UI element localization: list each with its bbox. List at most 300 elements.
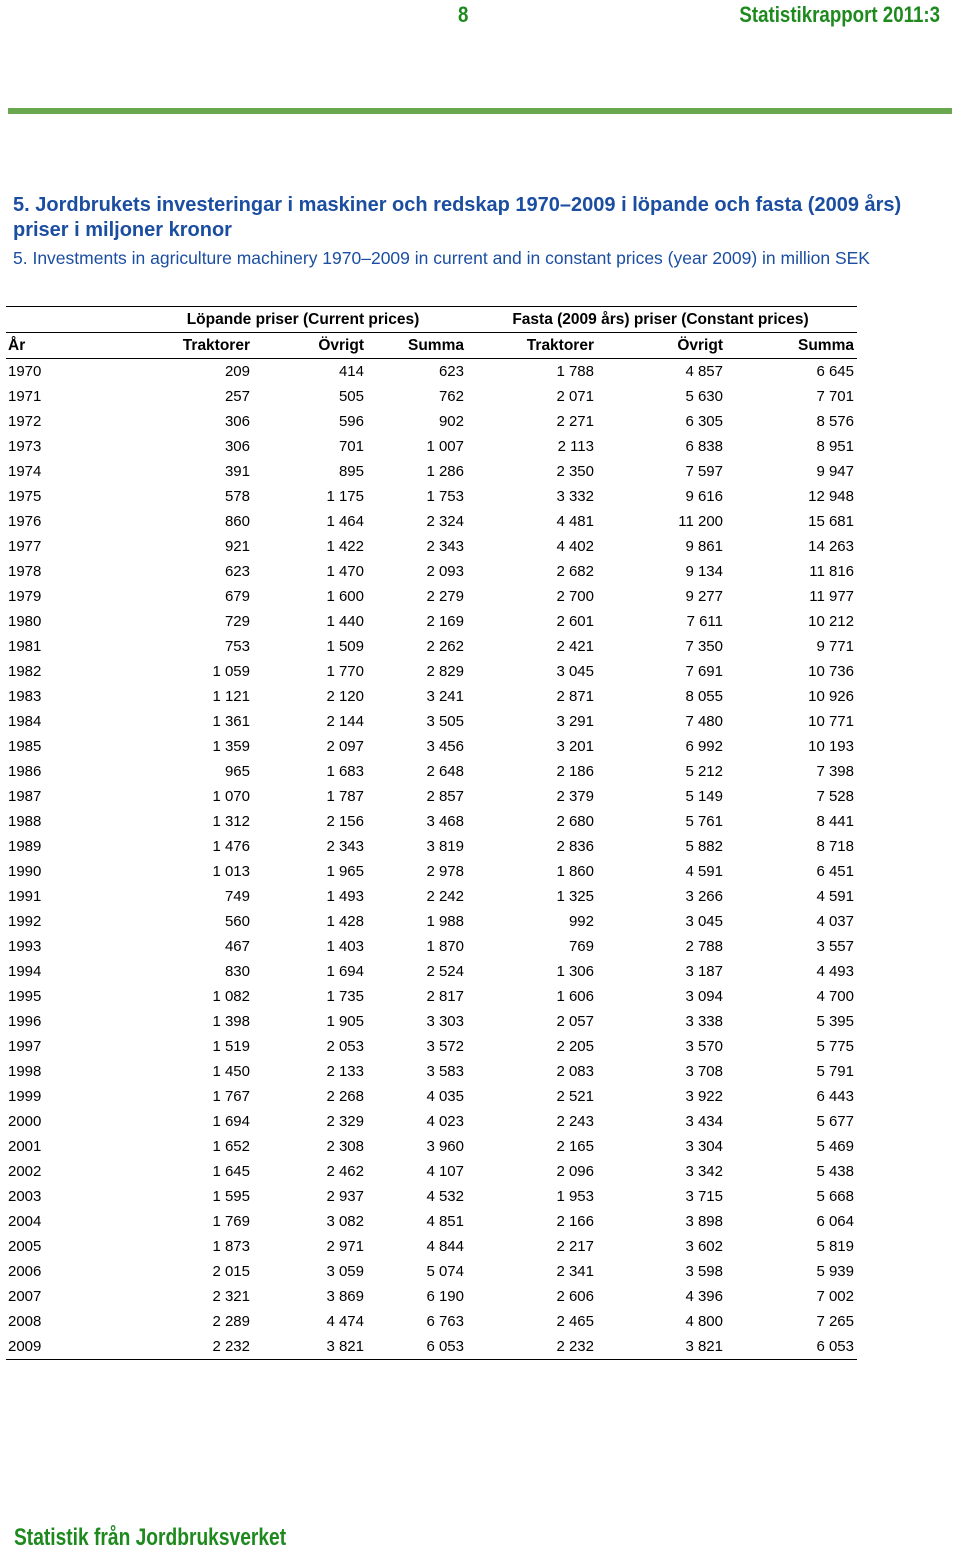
value-cell: 8 576	[816, 413, 854, 430]
value-cell: 3 304	[685, 1138, 723, 1155]
value-cell: 1 606	[556, 988, 594, 1005]
table-title-english: 5. Investments in agriculture machinery 1970–2009 in current and in constant prices (year 2009) in million SEK	[13, 248, 870, 268]
value-cell: 2 321	[212, 1288, 250, 1305]
value-cell: 3 468	[426, 813, 464, 830]
value-cell: 762	[438, 388, 464, 405]
value-cell: 2 271	[556, 413, 594, 430]
value-cell: 6 645	[816, 363, 854, 380]
table-row	[6, 1209, 857, 1234]
year-cell: 1976	[8, 513, 42, 530]
column-header-other-constant: Övrigt	[597, 333, 726, 359]
group-header-current-prices: Löpande priser (Current prices)	[142, 307, 467, 333]
value-cell: 1 422	[326, 538, 364, 555]
year-cell: 1992	[8, 913, 42, 930]
value-cell: 3 583	[426, 1063, 464, 1080]
value-cell: 2 350	[556, 463, 594, 480]
value-cell: 257	[224, 388, 250, 405]
value-cell: 11 200	[678, 513, 723, 530]
value-cell: 3 960	[426, 1138, 464, 1155]
value-cell: 1 645	[212, 1163, 250, 1180]
value-cell: 7 002	[816, 1288, 854, 1305]
year-cell: 1974	[8, 463, 42, 480]
year-cell: 2002	[8, 1163, 42, 1180]
value-cell: 8 718	[816, 838, 854, 855]
value-cell: 3 342	[685, 1163, 723, 1180]
table-row	[6, 709, 857, 734]
year-cell: 1995	[8, 988, 42, 1005]
value-cell: 1 082	[212, 988, 250, 1005]
value-cell: 2 053	[326, 1038, 364, 1055]
value-cell: 414	[338, 363, 364, 380]
value-cell: 6 053	[367, 1334, 467, 1360]
value-cell: 10 736	[808, 663, 854, 680]
table-row	[6, 1309, 857, 1334]
value-cell: 9 771	[816, 638, 854, 655]
value-cell: 1 753	[426, 488, 464, 505]
table-row	[6, 1109, 857, 1134]
value-cell: 860	[224, 513, 250, 530]
value-cell: 2 836	[556, 838, 594, 855]
table-row	[6, 434, 857, 459]
value-cell: 11 816	[809, 563, 854, 580]
column-header-year: År	[6, 333, 142, 359]
value-cell: 769	[568, 938, 594, 955]
value-cell: 965	[224, 763, 250, 780]
value-cell: 6 053	[726, 1334, 857, 1360]
value-cell: 623	[224, 563, 250, 580]
value-cell: 3 045	[556, 663, 594, 680]
value-cell: 3 922	[685, 1088, 723, 1105]
value-cell: 578	[224, 488, 250, 505]
year-cell: 1978	[8, 563, 42, 580]
value-cell: 2 308	[326, 1138, 364, 1155]
value-cell: 2 524	[426, 963, 464, 980]
year-cell: 1975	[8, 488, 42, 505]
value-cell: 1 013	[212, 863, 250, 880]
table-row	[6, 934, 857, 959]
value-cell: 2 682	[556, 563, 594, 580]
value-cell: 1 905	[326, 1013, 364, 1030]
value-cell: 3 303	[426, 1013, 464, 1030]
value-cell: 12 948	[808, 488, 854, 505]
value-cell: 3 045	[685, 913, 723, 930]
value-cell: 4 023	[426, 1113, 464, 1130]
value-cell: 3 602	[685, 1238, 723, 1255]
value-cell: 2 421	[556, 638, 594, 655]
value-cell: 2 343	[326, 838, 364, 855]
table-row	[6, 1184, 857, 1209]
value-cell: 3 094	[685, 988, 723, 1005]
value-cell: 3 598	[685, 1263, 723, 1280]
value-cell: 2 262	[426, 638, 464, 655]
value-cell: 2 341	[556, 1263, 594, 1280]
year-cell: 1971	[8, 388, 42, 405]
value-cell: 5 791	[816, 1063, 854, 1080]
value-cell: 3 456	[426, 738, 464, 755]
value-cell: 1 121	[212, 688, 250, 705]
value-cell: 2 144	[326, 713, 364, 730]
value-cell: 2 071	[556, 388, 594, 405]
value-cell: 2 186	[556, 763, 594, 780]
value-cell: 5 074	[426, 1263, 464, 1280]
value-cell: 1 175	[326, 488, 364, 505]
value-cell: 3 082	[326, 1213, 364, 1230]
value-cell: 7 528	[816, 788, 854, 805]
table-row	[6, 1034, 857, 1059]
value-cell: 2 217	[556, 1238, 594, 1255]
value-cell: 679	[224, 588, 250, 605]
value-cell: 3 201	[556, 738, 594, 755]
year-cell: 2001	[8, 1138, 42, 1155]
year-cell: 1994	[8, 963, 42, 980]
value-cell: 6 838	[685, 438, 723, 455]
value-cell: 1 464	[326, 513, 364, 530]
value-cell: 1 873	[212, 1238, 250, 1255]
value-cell: 4 851	[426, 1213, 464, 1230]
table-row	[6, 609, 857, 634]
column-header-tractors-constant: Traktorer	[467, 333, 597, 359]
value-cell: 2 971	[326, 1238, 364, 1255]
table-row	[6, 1284, 857, 1309]
table-row	[6, 884, 857, 909]
value-cell: 1 428	[326, 913, 364, 930]
value-cell: 1 476	[212, 838, 250, 855]
value-cell: 2 242	[426, 888, 464, 905]
value-cell: 1 359	[212, 738, 250, 755]
value-cell: 3 338	[685, 1013, 723, 1030]
year-cell: 1988	[8, 813, 42, 830]
value-cell: 2 465	[556, 1313, 594, 1330]
value-cell: 10 771	[808, 713, 854, 730]
value-cell: 3 715	[685, 1188, 723, 1205]
value-cell: 2 096	[556, 1163, 594, 1180]
value-cell: 2 232	[142, 1334, 253, 1360]
column-header-other-current: Övrigt	[253, 333, 367, 359]
value-cell: 5 668	[816, 1188, 854, 1205]
year-cell: 1982	[8, 663, 42, 680]
year-cell: 1999	[8, 1088, 42, 1105]
table-row	[6, 409, 857, 434]
value-cell: 11 977	[809, 588, 854, 605]
value-cell: 5 939	[816, 1263, 854, 1280]
value-cell: 306	[224, 438, 250, 455]
report-title: Statistikrapport 2011:3	[739, 2, 940, 27]
value-cell: 2 462	[326, 1163, 364, 1180]
value-cell: 2 329	[326, 1113, 364, 1130]
value-cell: 3 332	[556, 488, 594, 505]
value-cell: 753	[224, 638, 250, 655]
year-cell: 1989	[8, 838, 42, 855]
value-cell: 3 187	[685, 963, 723, 980]
year-cell: 1998	[8, 1063, 42, 1080]
value-cell: 1 769	[212, 1213, 250, 1230]
value-cell: 2 829	[426, 663, 464, 680]
value-cell: 1 600	[326, 588, 364, 605]
value-cell: 2 097	[326, 738, 364, 755]
value-cell: 2 857	[426, 788, 464, 805]
table-row	[6, 1059, 857, 1084]
table-row	[6, 1084, 857, 1109]
year-cell: 1996	[8, 1013, 42, 1030]
table-row	[6, 584, 857, 609]
year-cell: 1985	[8, 738, 42, 755]
table-title-swedish: 5. Jordbrukets investeringar i maskiner och redskap 1970–2009 i löpande och fasta (2009 års) priser i miljoner kronor	[13, 194, 902, 241]
value-cell: 4 396	[685, 1288, 723, 1305]
value-cell: 2 606	[556, 1288, 594, 1305]
year-cell: 1977	[8, 538, 42, 555]
value-cell: 1 652	[212, 1138, 250, 1155]
column-header-sum-current: Summa	[367, 333, 467, 359]
value-cell: 1 595	[212, 1188, 250, 1205]
value-cell: 5 630	[685, 388, 723, 405]
table-row	[6, 1159, 857, 1184]
value-cell: 1 509	[326, 638, 364, 655]
value-cell: 2 289	[212, 1313, 250, 1330]
value-cell: 2 133	[326, 1063, 364, 1080]
value-cell: 8 055	[685, 688, 723, 705]
value-cell: 8 441	[816, 813, 854, 830]
value-cell: 9 861	[685, 538, 723, 555]
value-cell: 1 735	[326, 988, 364, 1005]
value-cell: 2 083	[556, 1063, 594, 1080]
value-cell: 5 882	[685, 838, 723, 855]
value-cell: 4 037	[816, 913, 854, 930]
table-row	[6, 534, 857, 559]
value-cell: 5 469	[816, 1138, 854, 1155]
value-cell: 560	[224, 913, 250, 930]
value-cell: 902	[438, 413, 464, 430]
value-cell: 1 787	[326, 788, 364, 805]
value-cell: 1 398	[212, 1013, 250, 1030]
value-cell: 2 279	[426, 588, 464, 605]
value-cell: 4 532	[426, 1188, 464, 1205]
header-rule	[8, 108, 952, 114]
year-cell: 1972	[8, 413, 42, 430]
value-cell: 7 480	[685, 713, 723, 730]
value-cell: 3 572	[426, 1038, 464, 1055]
value-cell: 6 451	[816, 863, 854, 880]
value-cell: 6 443	[816, 1088, 854, 1105]
value-cell: 3 898	[685, 1213, 723, 1230]
column-header-row	[6, 333, 857, 359]
value-cell: 5 775	[816, 1038, 854, 1055]
value-cell: 10 212	[808, 613, 854, 630]
value-cell: 7 691	[685, 663, 723, 680]
value-cell: 6 064	[816, 1213, 854, 1230]
value-cell: 1 694	[212, 1113, 250, 1130]
table-row	[6, 359, 857, 385]
value-cell: 2 680	[556, 813, 594, 830]
table-row	[6, 1234, 857, 1259]
value-cell: 1 870	[426, 938, 464, 955]
value-cell: 3 821	[597, 1334, 726, 1360]
value-cell: 3 570	[685, 1038, 723, 1055]
value-cell: 7 350	[685, 638, 723, 655]
value-cell: 6 190	[426, 1288, 464, 1305]
value-cell: 2 243	[556, 1113, 594, 1130]
value-cell: 2 937	[326, 1188, 364, 1205]
value-cell: 505	[338, 388, 364, 405]
year-cell: 1973	[8, 438, 42, 455]
value-cell: 1 059	[212, 663, 250, 680]
value-cell: 2 015	[212, 1263, 250, 1280]
value-cell: 921	[224, 538, 250, 555]
value-cell: 596	[338, 413, 364, 430]
group-header-constant-prices: Fasta (2009 års) priser (Constant prices)	[467, 307, 857, 333]
year-cell: 1987	[8, 788, 42, 805]
value-cell: 992	[568, 913, 594, 930]
year-cell: 1970	[8, 363, 42, 380]
table-row	[6, 484, 857, 509]
value-cell: 3 266	[685, 888, 723, 905]
year-cell: 1980	[8, 613, 42, 630]
value-cell: 4 474	[326, 1313, 364, 1330]
value-cell: 5 819	[816, 1238, 854, 1255]
footer-text: Statistik från Jordbruksverket	[14, 1524, 287, 1551]
value-cell: 5 677	[816, 1113, 854, 1130]
value-cell: 10 926	[808, 688, 854, 705]
value-cell: 1 306	[556, 963, 594, 980]
value-cell: 2 232	[467, 1334, 597, 1360]
value-cell: 4 800	[685, 1313, 723, 1330]
year-cell: 2008	[8, 1313, 42, 1330]
value-cell: 1 519	[212, 1038, 250, 1055]
year-cell: 1984	[8, 713, 42, 730]
year-cell: 2004	[8, 1213, 42, 1230]
year-cell: 2006	[8, 1263, 42, 1280]
year-cell: 2000	[8, 1113, 42, 1130]
table-row	[6, 859, 857, 884]
value-cell: 729	[224, 613, 250, 630]
value-cell: 5 212	[685, 763, 723, 780]
value-cell: 1 403	[326, 938, 364, 955]
value-cell: 2 205	[556, 1038, 594, 1055]
value-cell: 1 325	[556, 888, 594, 905]
year-cell: 2007	[8, 1288, 42, 1305]
value-cell: 2 057	[556, 1013, 594, 1030]
table-row	[6, 784, 857, 809]
investment-table	[6, 306, 857, 1360]
value-cell: 1 286	[426, 463, 464, 480]
value-cell: 7 597	[685, 463, 723, 480]
value-cell: 1 860	[556, 863, 594, 880]
value-cell: 5 438	[816, 1163, 854, 1180]
value-cell: 1 470	[326, 563, 364, 580]
table-row	[6, 959, 857, 984]
table-row	[6, 809, 857, 834]
value-cell: 4 844	[426, 1238, 464, 1255]
value-cell: 1 440	[326, 613, 364, 630]
value-cell: 3 241	[426, 688, 464, 705]
value-cell: 9 134	[685, 563, 723, 580]
table-row	[6, 909, 857, 934]
value-cell: 2 156	[326, 813, 364, 830]
value-cell: 2 093	[426, 563, 464, 580]
value-cell: 1 312	[212, 813, 250, 830]
value-cell: 623	[438, 363, 464, 380]
value-cell: 4 402	[556, 538, 594, 555]
value-cell: 2 871	[556, 688, 594, 705]
year-cell: 1981	[8, 638, 42, 655]
value-cell: 1 965	[326, 863, 364, 880]
value-cell: 2 165	[556, 1138, 594, 1155]
value-cell: 9 947	[816, 463, 854, 480]
value-cell: 701	[338, 438, 364, 455]
value-cell: 4 493	[816, 963, 854, 980]
value-cell: 2 817	[426, 988, 464, 1005]
value-cell: 1 450	[212, 1063, 250, 1080]
value-cell: 209	[224, 363, 250, 380]
value-cell: 4 857	[685, 363, 723, 380]
value-cell: 2 648	[426, 763, 464, 780]
value-cell: 1 683	[326, 763, 364, 780]
year-cell: 1979	[8, 588, 42, 605]
value-cell: 5 761	[685, 813, 723, 830]
table-row	[6, 459, 857, 484]
year-cell: 1991	[8, 888, 42, 905]
value-cell: 3 434	[685, 1113, 723, 1130]
value-cell: 6 305	[685, 413, 723, 430]
value-cell: 391	[224, 463, 250, 480]
table-row	[6, 384, 857, 409]
group-header-row	[6, 307, 857, 333]
year-cell: 1990	[8, 863, 42, 880]
table-row	[6, 1334, 857, 1360]
value-cell: 5 149	[685, 788, 723, 805]
value-cell: 3 708	[685, 1063, 723, 1080]
year-cell: 1983	[8, 688, 42, 705]
value-cell: 7 265	[816, 1313, 854, 1330]
value-cell: 1 953	[556, 1188, 594, 1205]
value-cell: 4 107	[426, 1163, 464, 1180]
year-cell: 1997	[8, 1038, 42, 1055]
value-cell: 7 611	[686, 613, 723, 630]
column-header-sum-constant: Summa	[726, 333, 857, 359]
value-cell: 2 268	[326, 1088, 364, 1105]
value-cell: 4 481	[556, 513, 594, 530]
value-cell: 3 505	[426, 713, 464, 730]
value-cell: 3 819	[426, 838, 464, 855]
table-row	[6, 659, 857, 684]
value-cell: 3 059	[326, 1263, 364, 1280]
value-cell: 2 788	[685, 938, 723, 955]
value-cell: 1 988	[426, 913, 464, 930]
value-cell: 10 193	[808, 738, 854, 755]
value-cell: 1 361	[212, 713, 250, 730]
value-cell: 6 992	[685, 738, 723, 755]
table-row	[6, 984, 857, 1009]
value-cell: 1 694	[326, 963, 364, 980]
table-row	[6, 634, 857, 659]
value-cell: 4 035	[426, 1088, 464, 1105]
value-cell: 830	[224, 963, 250, 980]
value-cell: 2 120	[326, 688, 364, 705]
value-cell: 2 324	[426, 513, 464, 530]
table-row	[6, 1134, 857, 1159]
value-cell: 895	[338, 463, 364, 480]
table-row	[6, 559, 857, 584]
table-row	[6, 734, 857, 759]
column-header-tractors-current: Traktorer	[142, 333, 253, 359]
table-row	[6, 509, 857, 534]
value-cell: 1 788	[556, 363, 594, 380]
table-body	[6, 359, 857, 1360]
value-cell: 5 395	[816, 1013, 854, 1030]
value-cell: 6 763	[426, 1313, 464, 1330]
value-cell: 7 701	[816, 388, 854, 405]
value-cell: 2 601	[556, 613, 594, 630]
value-cell: 2 521	[556, 1088, 594, 1105]
